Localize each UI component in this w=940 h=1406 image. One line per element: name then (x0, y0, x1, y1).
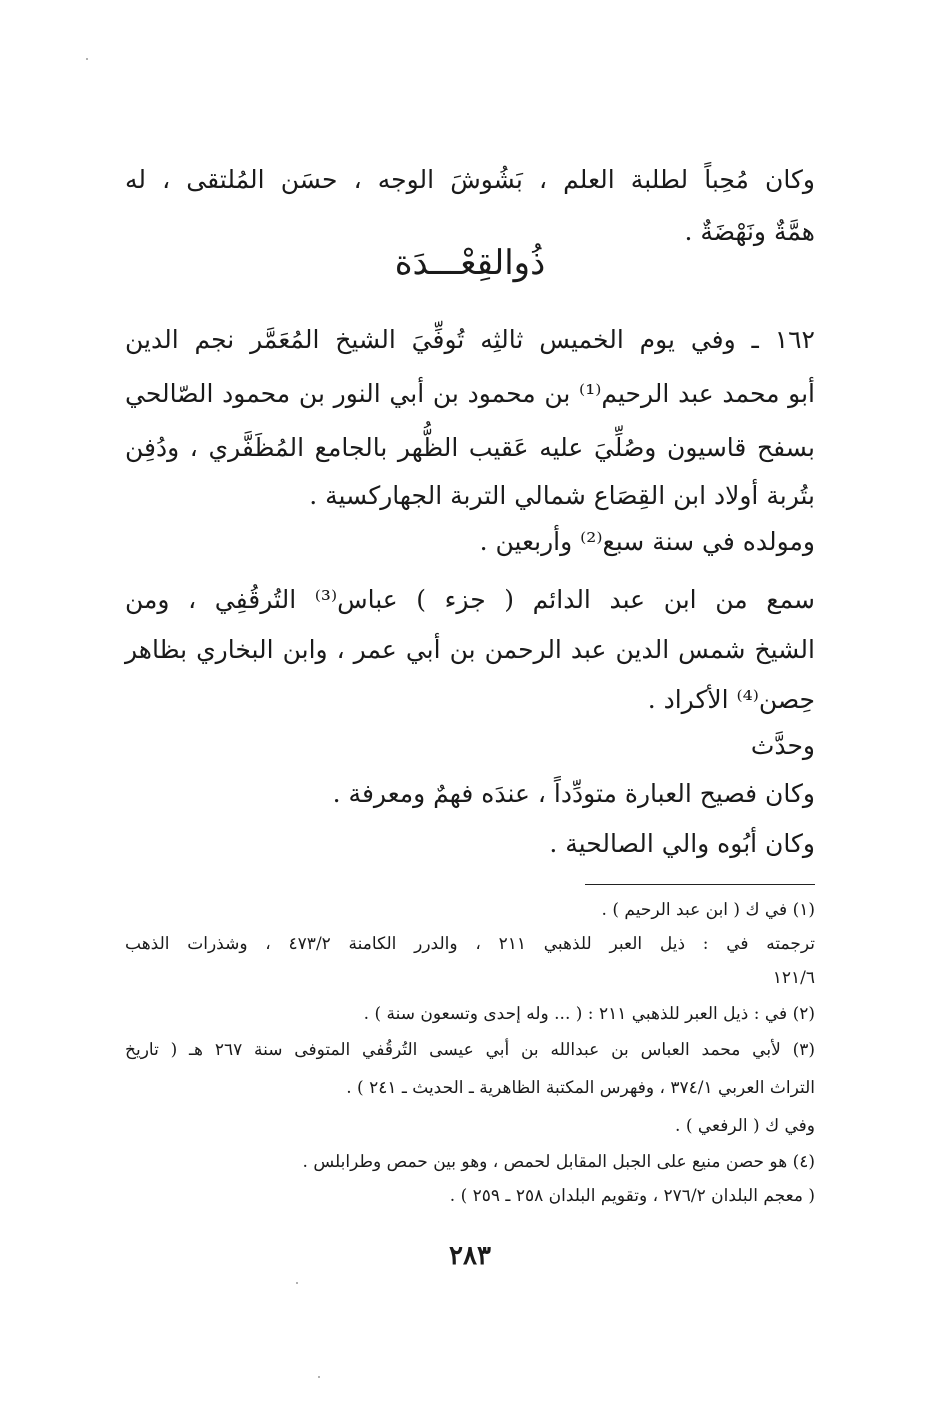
entry-line-2: أبو محمد عبد الرحيم⁽¹⁾ بن محمود بن أبي النور بن محمود الصّالحي (125, 379, 816, 408)
birth-line: ومولده في سنة سبع⁽²⁾ وأربعين . (479, 527, 815, 556)
section-heading: ذُوالقِعْـــدَة (394, 243, 546, 283)
footnote-4: (٤) هو حصن منيع على الجبل المقابل لحمص ، وهو بين حمص وطرابلس . (302, 1152, 815, 1172)
entry-line-1: ١٦٢ ـ وفي يوم الخميس ثالثِه تُوفِّيَ الشيخ المُعَمَّر نجم الدين (125, 325, 815, 354)
closing-line-3: وكان أبُوه والي الصالحية . (549, 829, 815, 858)
hearing-line-1: سمع من ابن عبد الدائم ( جزء ) عباس⁽³⁾ التُرقُفِي ، ومن (125, 585, 815, 614)
scan-speck (86, 58, 88, 60)
footnote-1: (١) في ك ( ابن عبد الرحيم ) . (601, 900, 815, 920)
entry-line-3: بسفح قاسيون وصُلِّيَ عليه عَقيب الظُّهر بالجامع المُظَفَّري ، ودُفِن (125, 433, 815, 462)
hearing-line-2: الشيخ شمس الدين عبد الرحمن بن أبي عمر ، وابن البخاري بظاهر (125, 635, 815, 664)
page-number: ٢٨٣ (449, 1241, 491, 1271)
entry-line-4: بتُربة أولاد ابن القِصَاع شمالي التربة الجهاركسية . (309, 481, 815, 510)
closing-line-1: وحدَّث (750, 731, 815, 760)
scan-speck (318, 1376, 320, 1378)
footnote-2: (٢) في : ذيل العبر للذهبي ٢١١ : ( ... وله إحدى وتسعون سنة ) . (363, 1004, 815, 1024)
footnote-1-source-cont: ١٢١/٦ (772, 968, 815, 988)
hearing-line-3: حِصن⁽⁴⁾ الأكراد . (647, 685, 815, 714)
footnote-3: (٣) لأبي محمد العباس بن عبدالله بن أبي عيسى التُرقُفي المتوفى سنة ٢٦٧ هـ ( تاريخ (125, 1040, 815, 1060)
footnote-1-source: ترجمته في : ذيل العبر للذهبي ٢١١ ، والدرر الكامنة ٤٧٣/٢ ، وشذرات الذهب (125, 934, 815, 954)
closing-line-2: وكان فصيح العبارة متودِّداً ، عندَه فهمٌ ومعرفة . (332, 779, 815, 808)
footnote-3-variant: وفي ك ( الرفعي ) . (675, 1116, 815, 1136)
intro-line-2: همَّةٌ ونَهْضَةٌ . (684, 217, 815, 246)
footnote-3-cont: التراث العربي ٣٧٤/١ ، وفهرس المكتبة الظاهرية ـ الحديث ـ ٢٤١ ) . (346, 1078, 815, 1098)
footnote-separator (585, 884, 815, 885)
intro-line-1: وكان مُحِباً لطلبة العلم ، بَشُوشَ الوجه ، حسَن المُلتقى ، له (125, 165, 815, 194)
scan-speck (296, 1282, 298, 1284)
footnote-4-source: ( معجم البلدان ٢٧٦/٢ ، وتقويم البلدان ٢٥٨ ـ ٢٥٩ ) . (449, 1186, 815, 1206)
